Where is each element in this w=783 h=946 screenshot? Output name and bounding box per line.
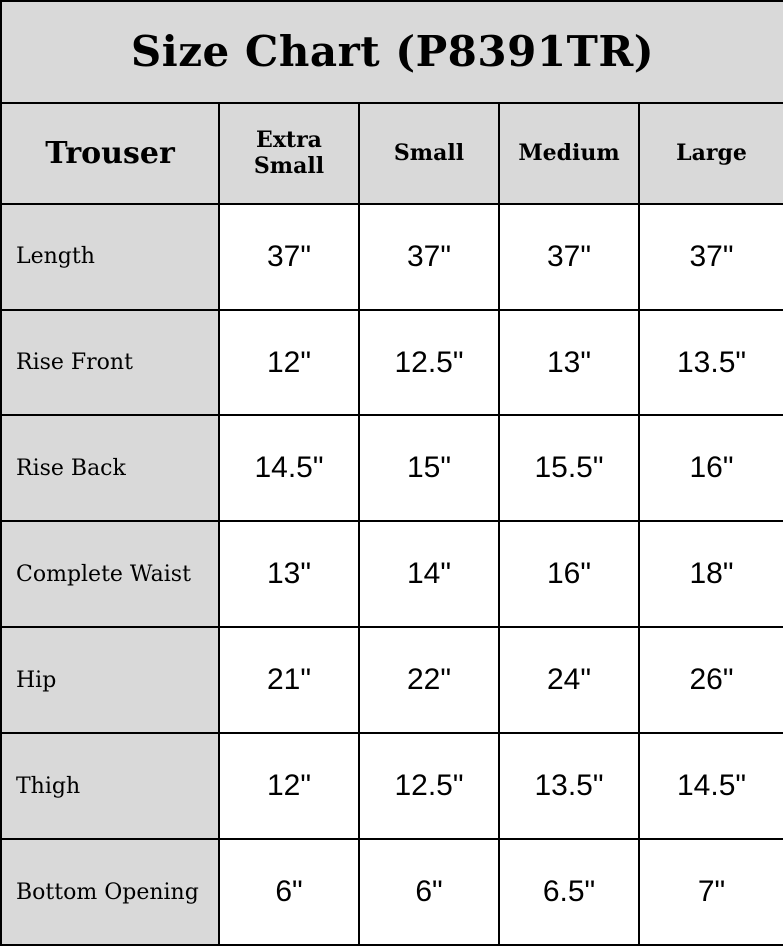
cell-value: 13.5"	[499, 733, 639, 839]
cell-value: 37"	[219, 204, 359, 310]
column-header-extra-small: Extra Small	[219, 103, 359, 204]
cell-value: 26"	[639, 627, 783, 733]
row-label: Hip	[1, 627, 219, 733]
table-row-thigh	[1, 733, 783, 839]
cell-value: 22"	[359, 627, 499, 733]
cell-value: 12.5"	[359, 310, 499, 416]
table-row-bottom-opening	[1, 839, 783, 945]
row-label: Rise Back	[1, 415, 219, 521]
row-label: Length	[1, 204, 219, 310]
cell-value: 37"	[359, 204, 499, 310]
table-row-rise-back	[1, 415, 783, 521]
cell-value: 15"	[359, 415, 499, 521]
column-header-small: Small	[359, 103, 499, 204]
column-header-medium: Medium	[499, 103, 639, 204]
title-row	[1, 1, 783, 103]
cell-value: 14.5"	[639, 733, 783, 839]
cell-value: 21"	[219, 627, 359, 733]
header-row	[1, 103, 783, 204]
cell-value: 13.5"	[639, 310, 783, 416]
row-label: Complete Waist	[1, 521, 219, 627]
cell-value: 6"	[219, 839, 359, 945]
cell-value: 13"	[219, 521, 359, 627]
cell-value: 37"	[499, 204, 639, 310]
cell-value: 14.5"	[219, 415, 359, 521]
corner-header-trouser: Trouser	[1, 103, 219, 204]
cell-value: 37"	[639, 204, 783, 310]
row-label: Bottom Opening	[1, 839, 219, 945]
chart-title: Size Chart (P8391TR)	[1, 1, 783, 103]
cell-value: 6.5"	[499, 839, 639, 945]
cell-value: 12"	[219, 310, 359, 416]
column-header-large: Large	[639, 103, 783, 204]
cell-value: 15.5"	[499, 415, 639, 521]
table-row-rise-front	[1, 310, 783, 416]
cell-value: 24"	[499, 627, 639, 733]
cell-value: 16"	[499, 521, 639, 627]
cell-value: 7"	[639, 839, 783, 945]
cell-value: 18"	[639, 521, 783, 627]
cell-value: 14"	[359, 521, 499, 627]
table-row-length	[1, 204, 783, 310]
cell-value: 6"	[359, 839, 499, 945]
cell-value: 16"	[639, 415, 783, 521]
cell-value: 13"	[499, 310, 639, 416]
table-row-complete-waist	[1, 521, 783, 627]
table-row-hip	[1, 627, 783, 733]
cell-value: 12"	[219, 733, 359, 839]
cell-value: 12.5"	[359, 733, 499, 839]
row-label: Rise Front	[1, 310, 219, 416]
row-label: Thigh	[1, 733, 219, 839]
